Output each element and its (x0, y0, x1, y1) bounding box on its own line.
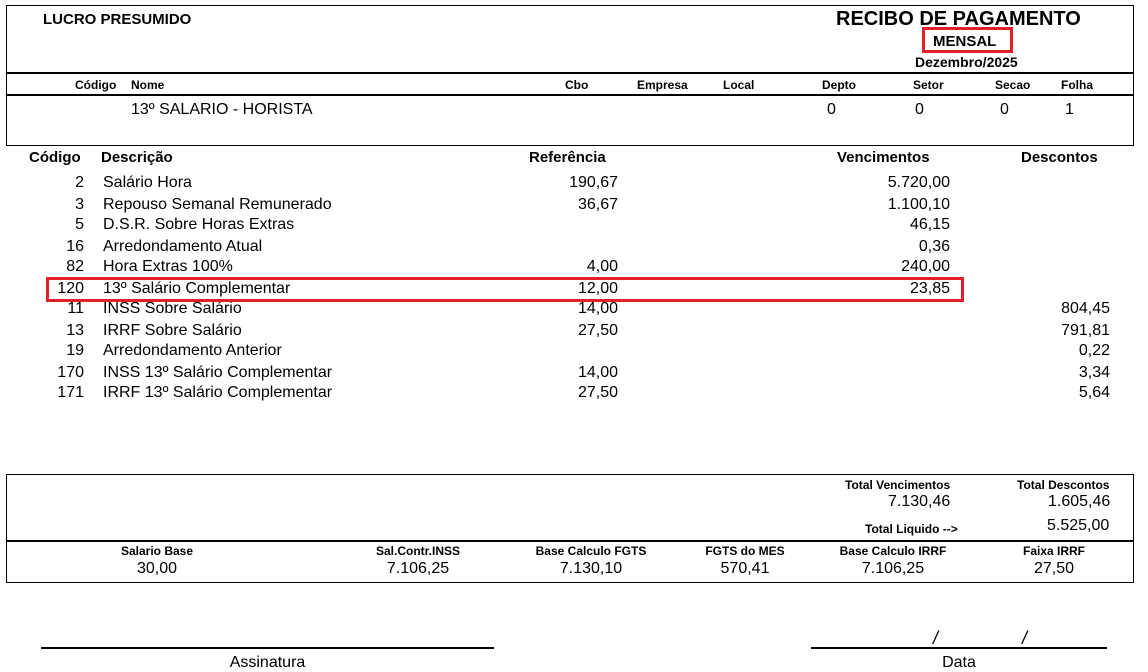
row-highlight (46, 277, 964, 302)
document-title: RECIBO DE PAGAMENTO (836, 8, 1081, 30)
col-nome-header: Nome (131, 78, 165, 92)
item-descontos: 5,64 (1078, 384, 1110, 401)
employee-secao: 0 (1000, 101, 1009, 118)
item-codigo: 82 (66, 258, 84, 275)
col-depto-header: Depto (822, 78, 856, 92)
base-label: Faixa IRRF (1022, 544, 1085, 558)
col-setor-header: Setor (913, 78, 944, 92)
items-vencimentos-header: Vencimentos (837, 149, 930, 166)
item-descricao: D.S.R. Sobre Horas Extras (103, 216, 295, 233)
item-codigo: 19 (66, 342, 84, 359)
col-cbo-header: Cbo (565, 78, 589, 92)
employee-depto: 0 (827, 101, 836, 118)
items-codigo-header: Código (29, 149, 81, 166)
item-descricao: 13º Salário Complementar (103, 280, 291, 297)
item-referencia: 27,50 (577, 384, 618, 401)
item-codigo: 171 (57, 384, 84, 401)
item-vencimentos: 23,85 (909, 280, 950, 297)
period-type: MENSAL (933, 33, 997, 50)
item-codigo: 5 (75, 216, 84, 233)
competence: Dezembro/2025 (915, 54, 1018, 70)
base-value: 27,50 (1033, 560, 1075, 577)
base-value: 570,41 (720, 560, 770, 577)
date-slash-2: / (1022, 628, 1028, 648)
col-local-header: Local (723, 78, 755, 92)
item-descricao: Arredondamento Atual (103, 238, 263, 255)
col-empresa-header: Empresa (637, 78, 688, 92)
period-type-highlight (922, 27, 1013, 53)
item-vencimentos: 1.100,10 (887, 196, 950, 213)
item-descontos: 791,81 (1061, 322, 1110, 339)
date-slash-1: / (933, 628, 939, 648)
item-descontos: 804,45 (1061, 300, 1110, 317)
item-codigo: 2 (75, 174, 84, 191)
totals-divider (6, 540, 1134, 542)
items-descricao-header: Descrição (101, 149, 173, 166)
col-secao-header: Secao (995, 78, 1031, 92)
item-descontos: 0,22 (1078, 342, 1110, 359)
date-label: Data (942, 654, 976, 671)
item-vencimentos: 5.720,00 (887, 174, 950, 191)
item-referencia: 190,67 (569, 174, 618, 191)
base-value: 7.106,25 (861, 560, 925, 577)
total-vencimentos-value: 7.130,46 (888, 493, 951, 510)
base-label: Base Calculo FGTS (535, 544, 647, 558)
base-value: 7.106,25 (386, 560, 450, 577)
item-codigo: 13 (66, 322, 84, 339)
item-referencia: 36,67 (577, 196, 618, 213)
signature-line (41, 647, 494, 649)
item-codigo: 16 (66, 238, 84, 255)
item-referencia: 14,00 (577, 364, 618, 381)
company-regime: LUCRO PRESUMIDO (43, 11, 192, 28)
base-value: 30,00 (136, 560, 178, 577)
col-codigo-header: Código (75, 78, 117, 92)
base-value: 7.130,10 (559, 560, 623, 577)
item-vencimentos: 0,36 (918, 238, 950, 255)
item-codigo: 3 (75, 196, 84, 213)
item-referencia: 27,50 (577, 322, 618, 339)
base-label: Sal.Contr.INSS (375, 544, 461, 558)
item-vencimentos: 240,00 (901, 258, 950, 275)
item-referencia: 12,00 (577, 280, 618, 297)
item-descricao: Repouso Semanal Remunerado (103, 196, 332, 213)
items-referencia-header: Referência (529, 149, 606, 166)
item-referencia: 4,00 (586, 258, 618, 275)
total-liquido-value: 5.525,00 (1047, 517, 1110, 534)
col-folha-header: Folha (1061, 78, 1093, 92)
item-descricao: Arredondamento Anterior (103, 342, 282, 359)
header-divider (6, 72, 1134, 74)
item-codigo: 120 (57, 280, 84, 297)
item-descricao: IRRF 13º Salário Complementar (103, 384, 333, 401)
total-vencimentos-label: Total Vencimentos (845, 478, 951, 492)
item-descontos: 3,34 (1078, 364, 1110, 381)
base-label: FGTS do MES (705, 544, 785, 558)
item-descricao: IRRF Sobre Salário (103, 322, 242, 339)
item-descricao: Hora Extras 100% (103, 258, 233, 275)
item-vencimentos: 46,15 (909, 216, 950, 233)
total-liquido-label: Total Liquido --> (865, 522, 958, 536)
date-line (811, 647, 1107, 649)
signature-label: Assinatura (229, 654, 306, 671)
item-referencia: 14,00 (577, 300, 618, 317)
employee-name: 13º SALARIO - HORISTA (131, 101, 313, 118)
base-label: Base Calculo IRRF (839, 544, 947, 558)
employee-header-divider (6, 94, 1134, 96)
total-descontos-label: Total Descontos (1017, 478, 1110, 492)
total-descontos-value: 1.605,46 (1048, 493, 1111, 510)
item-descricao: INSS 13º Salário Complementar (103, 364, 333, 381)
item-codigo: 11 (67, 300, 84, 317)
items-descontos-header: Descontos (1021, 149, 1098, 166)
employee-setor: 0 (915, 101, 924, 118)
item-descricao: INSS Sobre Salário (103, 300, 242, 317)
employee-folha: 1 (1065, 101, 1074, 118)
item-descricao: Salário Hora (103, 174, 192, 191)
base-label: Salario Base (120, 544, 194, 558)
item-codigo: 170 (57, 364, 84, 381)
